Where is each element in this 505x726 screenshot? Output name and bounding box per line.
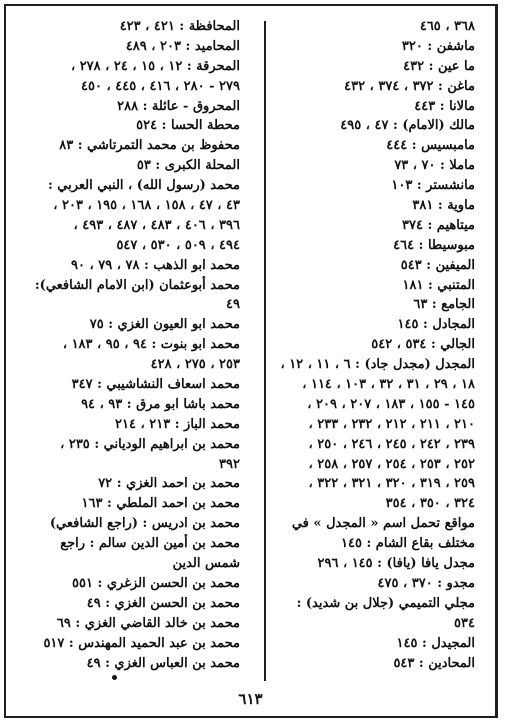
index-entry: ماوية : ٣٨١ bbox=[412, 198, 475, 214]
index-entry: محمد اسعاف النشاشيبي : ٣٤٧ bbox=[71, 377, 240, 393]
index-entry: مانشستر : ١٠٣ bbox=[391, 178, 475, 194]
index-entry: المحافظة : ٤٢١ ، ٤٢٣ bbox=[119, 19, 240, 34]
index-entry: ٢٥٢ ، ٢٥٣ ، ٢٥٤ ، ٢٥٧ ، ٢٥٨ ، bbox=[308, 456, 475, 472]
index-entry: مالانا : ٤٤٣ bbox=[414, 98, 475, 114]
index-entry: محمد باشا ابو مرق : ٩٣ ، ٩٤ bbox=[81, 396, 240, 412]
index-entry: مواقع تحمل اسم « المجدل » في bbox=[291, 516, 475, 532]
index-entry: مامبسيس : ٤٤٤ bbox=[386, 138, 475, 154]
index-entry: مختلف بقاع الشام : ١٤٥ bbox=[341, 536, 475, 552]
index-entry: محمد بن ادريس : (راجع الشافعي) bbox=[49, 516, 240, 532]
index-entry: ٢٥٣ ، ٢٧٥ ، ٤٢٨ bbox=[150, 357, 240, 373]
index-entry: المجادل : ١٤٥ bbox=[397, 317, 475, 333]
index-entry: محمد بن خالد القاضي الغزي : ٦٩ bbox=[56, 615, 240, 631]
index-entry: ٣٢٤ ، ٣٥٠ ، ٣٥٤ bbox=[385, 496, 475, 512]
index-column-right bbox=[261, 17, 475, 673]
index-entry: محمد بن أمين الدين سالم : راجع bbox=[60, 536, 240, 552]
index-entry: ١٤٥ - ١٥٥ ، ١٨٣ ، ٢٠٧ ، ٢٠٩ ، bbox=[307, 396, 475, 412]
index-entry: ٢٥٩ ، ٣١٩ ، ٣٢٠ ، ٣٢١ ، ٣٢٢ ، bbox=[308, 476, 475, 492]
index-entry: محمد أبوعثمان (ابن الامام الشافعي): bbox=[34, 277, 240, 293]
index-entry: ٢٣٩ ، ٢٤٢ ، ٢٤٥ ، ٢٤٦ ، ٢٥٠ ، bbox=[308, 436, 475, 452]
index-entry: المحادين : ٥٤٣ bbox=[393, 655, 475, 671]
index-entry: مجدو : ٣٧٠ ، ٤٧٥ bbox=[377, 575, 475, 591]
column-divider bbox=[264, 21, 266, 681]
index-entry: مجدل يافا (يافا) : ١٤٥ ، ٢٩٦ bbox=[317, 556, 475, 572]
index-entry: مبوسيطا : ٤٦٤ bbox=[393, 237, 475, 253]
index-entry: الجالي : ٥٣٤ ، ٥٤٢ bbox=[371, 337, 475, 353]
index-entry: المحروق - عائلة : ٢٨٨ bbox=[117, 98, 240, 114]
index-entry: ٣٩٦ ، ٤٠٦ ، ٤٨٣ ، ٤٨٧ ، ٤٩٣ ، bbox=[73, 217, 240, 233]
index-entry: ٤٩ bbox=[226, 297, 240, 313]
index-entry: المحلة الكبرى : ٥٣ bbox=[136, 158, 240, 174]
index-entry: المجدل (مجدل جاد) : ٦ ، ١١ ، ١٢ ، bbox=[280, 357, 475, 373]
index-entry: محمد بن ابراهيم الودياني : ٢٣٥ ، bbox=[60, 436, 240, 452]
index-entry: ٣٩٢ bbox=[219, 456, 240, 472]
index-entry: محفوظ بن محمد التمرتاشي : ٨٣ bbox=[59, 138, 240, 154]
index-entry: محطة الحسا : ٥٢٤ bbox=[136, 118, 240, 134]
page-number: ٦١٣ bbox=[238, 690, 263, 708]
index-entry: ماغن : ٣٧٢ ، ٣٧٤ ، ٤٣٢ bbox=[344, 78, 475, 94]
index-entry: ما عين : ٤٣٢ bbox=[403, 58, 475, 74]
index-entry: محمد بن احمد الغزي : ٧٢ bbox=[98, 476, 240, 492]
index-entry: محمد بن احمد الملطي : ١٦٣ bbox=[81, 496, 240, 512]
index-entry: محمد الباز : ٢١٣ ، ٢١٤ bbox=[115, 416, 240, 432]
index-entry: مالك (الامام) : ٤٧ ، ٤٩٥ bbox=[340, 118, 475, 134]
index-page bbox=[4, 4, 498, 718]
index-entry: ٤٣ ، ٤٧ ، ١٥٨ ، ١٦٨ ، ١٩٥ ، ٢٠٣ ، bbox=[53, 198, 240, 214]
index-entry: المتنبي : ١٨١ bbox=[402, 277, 475, 293]
index-entry: محمد بن الحسن الغزي : ٤٩ bbox=[86, 595, 240, 611]
index-entry: محمد (رسول الله) ، النبي العربي : bbox=[47, 178, 240, 194]
index-entry: ٢١٠ ، ٢١١ ، ٢١٢ ، ٢٣٢ ، ٢٣٣ ، bbox=[308, 416, 475, 432]
index-entry: المحرقة : ١٢ ، ١٥ ، ٢٤ ، ٢٧٨ ، bbox=[70, 58, 240, 74]
index-entry: ميتاهيم : ٣٧٤ bbox=[401, 217, 475, 233]
index-entry: محمد ابو الذهب : ٧٨ ، ٧٩ ، ٩٠ bbox=[71, 257, 240, 273]
index-entry: مجلي التميمي (جلال بن شديد) : bbox=[296, 595, 475, 611]
index-entry: ماشفن : ٣٢٠ bbox=[401, 38, 475, 54]
index-entry: محمد بن عبد الحميد المهندس : ٥١٧ bbox=[43, 635, 240, 651]
index-entry: ٤٩٤ ، ٥٠٩ ، ٥٣٠ ، ٥٤٧ bbox=[116, 237, 240, 253]
index-entry: شمس الدين bbox=[172, 556, 240, 572]
index-entry: ١٨ ، ٢٩ ، ٣١ ، ٣٢ ، ١٠٣ ، ١١٤ ، bbox=[302, 377, 475, 393]
index-entry: ٣٦٨ ، ٤٦٥ bbox=[419, 19, 475, 34]
bullet-dot bbox=[112, 675, 117, 680]
index-entry: محمد ابو العيون الغزي : ٧٥ bbox=[89, 317, 240, 333]
index-entry: الجامع : ٦٣ bbox=[413, 297, 475, 313]
index-entry: ماملا : ٧٠ ، ٧٣ bbox=[394, 158, 475, 174]
index-entry: محمد ابو بنوت : ٩٤ ، ٩٥ ، ١٨٣ ، bbox=[62, 337, 240, 353]
index-entry: ٥٣٤ bbox=[454, 615, 475, 631]
index-entry: الميفين : ٥٤٣ bbox=[400, 257, 475, 273]
index-column-left bbox=[12, 17, 240, 673]
index-entry: المحاميد : ٢٠٣ ، ٤٨٩ bbox=[125, 38, 240, 54]
index-entry: محمد بن العباس الغزي : ٤٩ bbox=[86, 655, 240, 671]
index-entry: ٢٧٩ - ٢٨٠ ، ٤١٦ ، ٤٤٥ ، ٤٥٠ bbox=[81, 78, 240, 94]
index-entry: محمد بن الحسن الزغري : ٥٥١ bbox=[72, 575, 240, 591]
index-entry: المجيدل : ١٤٥ bbox=[396, 635, 475, 651]
